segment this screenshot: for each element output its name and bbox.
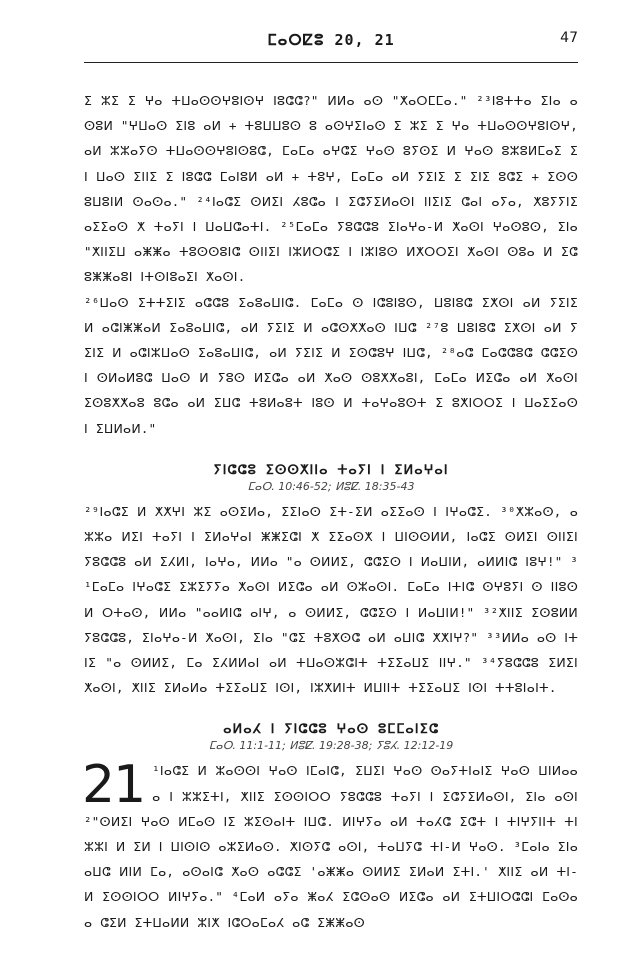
section-reference-healing: ⵎⴰⵔ. 10:46-52; ⵍⵓⵇ. 18:35-43 — [247, 479, 415, 493]
chapter-number: 21 — [82, 755, 145, 816]
paragraph-4: ¹ⵏⴰⵛⵉ ⵍ ⵣⴰⵙⵙⵏ ⵖⴰⵙ ⵏⵎⴰⵏⵛ, ⵉⵡⵉⵏ ⵖⴰⵙ ⵙⴰⵢⵜⵏⴰⵏⵉ ⵖⴰⵙ ⵡⵏⵍⴰⴰⴰ ⵏ ⵣⵣⵉⵜⵏ, ⵅⵏⵏⵉ ⵉⵙⵙⵏⵔⵔ ⵢⵓⵛⵛⵓ ⵜⴰⵢⵏ ⵏ ⵉⵛⵢⵉⵍⴰⵙⵏ, ⵉⵏⴰ ⴰⵙⵏ ²"ⵙⵍⵉⵏ ⵖⴰⵙ ⵍⵎⴰⵙ ⵏⵉ ⵣⵉⵙⴰⵏⵜ ⵏⵡⵛ. ⵍⵏⵖⵢⴰ ⴰⵍ ⵜⴰⵃⵛ ⵉⵛⵜ ⵏ ⵜⵏⵖⵢⵏⵏⵜ ⵜⵏⵣⵣⵏ ⵍ ⵉⵍ ⵏ ⵡⵏⵙⵏⵙ ⴰⵣⵉⵍⴰⵙ. ⵅⵏⵙⵢⵛ ⴰⵙⵏ, ⵜⴰⵡⵢⵛ ⵜⵏ-ⵍ ⵖⴰⵙ. ³ⵎⴰⵏⴰ ⵉⵏⴰ ⴰⵡⵛ ⵍⵏⵍ ⵎⴰ, ⴰⵙⴰⵏⵛ ⵅⴰⵙ ⴰⵛⵛⵉ 'ⴰⵥⵥⴰ ⵙⵍⵍⵉ ⵉⵍⴰⵍ ⵉⵜⵏ.' ⵅⵏⵏⵉ ⴰⵍ ⵜⵏ-ⵍ ⵉⵙⵙⵏⵔⵔ ⵍⵏⵖⵢⴰ." ⁴ⵎⴰⵍ ⴰⵢⴰ ⵥⴰⵃ ⵉⵛⵙⴰⵙ ⵍⵉⵛⴰ ⴰⵍ ⵉⵜⵡⵏⵔⵛⵛⵏ ⵎⴰⵙⴰⴰ ⵛⵉⵍ ⵉⵜⵡⴰⵍⵍ ⵣⵏⵅ ⵏⵛⵔⴰⵎⴰⵃ ⴰⵛ ⵉⵥⵥⴰⵙ — [84, 763, 578, 930]
section-reference-entry: ⵎⴰⵔ. 11:1-11; ⵍⵓⵇ. 19:28-38; ⵢⵓⵃ. 12:12-19 — [208, 739, 454, 753]
page-number: 47 — [560, 30, 578, 46]
chapter-block — [82, 755, 578, 934]
paragraph-2: ²⁶ⵡⴰⵙ ⵉⵜⵜⵉⵏⵉ ⴰⵛⵛⵓ ⵉⴰⵓⴰⵡⵏⵛ. ⵎⴰⵎⴰ ⵙ ⵏⵛⵓⵏⵓⵙ, ⵡⵓⵏⵓⵛ ⵉⵅⵙⵏ ⴰⵍ ⵢⵉⵏⵉ ⵍ ⴰⵛⵏⵥⵥⴰⵍ ⵉⴰⵓⴰⵡⵏⵛ, ⴰⵍ ⵢⵉⵏⵉ ⵍ ⴰⵛⵙⵅⵅⴰⵙ ⵏⵡⵛ ²⁷ⵓ ⵡⵓⵏⵓⵛ ⵉⵅⵙⵏ ⴰⵍ ⵢⵉⵏⵉ ⵍ ⴰⵛⵏⵣⵡⴰⵙ ⵉⴰⵓⴰⵡⵏⵛ, ⴰⵍ ⵢⵉⵏⵉ ⵍ ⵉⵙⵛⵓⵖ ⵏⵡⵛ, ²⁸ⴰⵛ ⵎⴰⵛⵛⵓⵛ ⵛⵛⵉⵙ ⵏ ⵙⵍⴰⵍⵓⵛ ⵡⴰⵙ ⵍ ⵢⵓⵙ ⵍⵉⵛⴰ ⴰⵍ ⵅⴰⵙ ⵙⵓⵅⵅⴰⵓⵏ, ⵎⴰⵎⴰ ⵍⵉⵛⴰ ⴰⵍ ⵅⴰⵙⵏ ⵉⵙⵓⵅⵅⴰⵓ ⵓⵛⴰ ⴰⵍ ⵉⵡⵛ ⵜⵓⵍⴰⵓⵜ ⵏⵓⵙ ⵍ ⵜⴰⵖⴰⵓⵙⵜ ⵉ ⵓⵅⵏⵔⵔⵉ ⵏ ⵡⴰⵉⵉⴰⵙ ⵏ ⵉⵡⵍⴰⵍ." — [84, 294, 578, 436]
running-head: ⵎⴰⵔⵇⵓ 20, 21 — [267, 31, 395, 49]
paragraph-3: ²⁹ⵏⴰⵛⵉ ⵍ ⵅⵅⵖⵏ ⵣⵉ ⴰⵙⵉⵍⴰ, ⵉⵉⵏⴰⵙ ⵉⵜ-ⵉⵍ ⴰⵉⵉⴰⵙ ⵏ ⵏⵖⴰⵛⵉ. ³⁰ⵅⵣⴰⵙ, ⴰⵣⵣⴰ ⵍⵉⵏ ⵜⴰⵢⵏ ⵏ ⵉⵍⴰⵖⴰⵏ ⵥⵥⵉⵛⵏ ⵅ ⵉⵉⴰⵙⵅ ⵏ ⵡⵏⵙⵙⵍⵍ, ⵏⴰⵛⵉ ⵙⵍⵉⵏ ⵙⵏⵏⵉⵏ ⵢⵓⵛⵛⵓ ⴰⵍ ⵉⵃⵍⵏ, ⵏⴰⵖⴰ, ⵍⵍⴰ "ⴰ ⵙⵍⵍⵉ, ⵛⵛⵉⵙ ⵏ ⵍⴰⵡⵏⵍ, ⴰⵍⵍⵏⵛ ⵏⵓⵖ!" ³¹ⵎⴰⵎⴰ ⵏⵖⴰⵛⵉ ⵉⵣⵉⵢⵢⴰ ⵅⴰⵙⵏ ⵍⵉⵛⴰ ⴰⵍ ⵙⵣⴰⵙⵏ. ⵎⴰⵎⴰ ⵏⵜⵏⵛ ⵙⵖⵓⵢⵏ ⵙ ⵏⵏⵓⵙⵍ ⵔⵜⴰⵙ, ⵍⵍⴰ "ⴰⴰⵍⵏⵛ ⴰⵏⵖ, ⴰ ⵙⵍⵍⵉ, ⵛⵛⵉⵙ ⵏ ⵍⴰⵡⵏⵍ!" ³²ⵅⵏⵏⵉ ⵉⵙⵓⵍⵍ ⵢⵓⵛⵛⵓ, ⵉⵏⴰⵖⴰ-ⵍ ⵅⴰⵙⵏ, ⵉⵏⴰ "ⵛⵉ ⵜⵓⵅⵙⵛ ⴰⵍ ⴰⵡⵏⵛ ⵅⵅⵏⵖ?" ³³ⵍⵍⴰ ⴰⵙ ⵏⵜⵏⵉ "ⴰ ⵙⵍⵍⵉ, ⵎⴰ ⵉⵃⵍⵍⴰⵏ ⴰⵍ ⵜⵡⴰⵙⵣⵛⵏⵜ ⵜⵉⵉⴰⵡⵉ ⵏⵏⵖ." ³⁴ⵢⵓⵛⵛⵓ ⵉⵍⵉⵏ ⵅⴰⵙⵏ, ⵅⵏⵏⵉ ⵉⵍⴰⵍⴰ ⵜⵉⵉⴰⵡⵉ ⵏⵙⵏ, ⵏⵣⵅⵍⵏⵜ ⵍⵡⵏⵏⵜ ⵜⵉⵉⴰⵡⵉ ⵏⵙⵏ ⵜⵜⵓⵏⴰⵏⵜ. — [84, 503, 578, 696]
header-rule — [84, 62, 578, 63]
section-heading-entry: ⴰⵍⴰⵃ ⵏ ⵢⵏⵛⵛⵓ ⵖⴰⵙ ⵓⵎⵎⴰⵏⵉⵛ — [223, 722, 439, 738]
paragraph-1: ⵉ ⵣⵉ ⵉ ⵖⴰ ⵜⵡⴰⵙⵙⵖⵓⵏⵙⵖ ⵏⵓⵛⵛ?" ⵍⵍⴰ ⴰⵙ "ⵅⴰⵔⵎⵎⴰ." ²³ⵏⵓⵜⵜⴰ ⵉⵏⴰ ⴰⵙⵓⵍ "ⵖⵡⴰⵙ ⵉⵏⵓ ⴰⵍ + ⵜⵓⵡⵡⵓⵙ ⵓ ⴰⵙⵖⵉⵏⴰⵙ ⵉ ⵣⵉ ⵉ ⵖⴰ ⵜⵡⴰⵙⵙⵖⵓⵏⵙⵖ, ⴰⵍ ⵣⵣⴰⵢⵙ ⵜⵡⴰⵙⵙⵖⵓⵏⵙⵓⵛ, ⵎⴰⵎⴰ ⴰⵖⵛⵉ ⵖⴰⵙ ⵓⵢⵙⵉ ⵍ ⵖⴰⵙ ⵓⵣⵓⵍⵎⴰⵉ ⵉⵏ ⵡⴰⵙ ⵉⵏⵏⵉ ⵉ ⵏⵓⵛⵛ ⵎⴰⵏⵓⵍ ⴰⵍ + ⵜⵓⵖ, ⵎⴰⵎⴰ ⴰⵍ ⵢⵉⵏⵉ ⵉ ⵉⵏⵉ ⵓⵛⵉ + ⵉⵙⵙⵓⵡⵓⵏⵍ ⵙⴰⵙⴰ." ²⁴ⵏⴰⵛⵉ ⵙⵍⵉⵏ ⵃⵓⵛⴰ ⵏ ⵉⵛⵢⵉⵍⴰⵙⵏ ⵏⵏⵉⵏⵉ ⵛⴰⵏ ⴰⵢⴰ, ⵅⵓⵢⵢⵏⵉ ⴰⵉⵉⴰⵙ ⵅ ⵜⴰⵢⵏ ⵏ ⵡⴰⵡⵛⴰⵜⵏ. ²⁵ⵎⴰⵎⴰ ⵢⵓⵛⵛⵓ ⵉⵏⴰⵖⴰ-ⵍ ⵅⴰⵙⵏ ⵖⴰⵙⵓⵙ, ⵉⵏⴰ "ⵅⵏⵏⵉⵡ ⴰⵥⵥⴰ ⵜⵓⵙⵙⵓⵏⵛ ⵙⵏⵏⵉⵏ ⵏⵣⵍⵔⵛⵉ ⵏ ⵏⵣⵏⵓⵙ ⵍⵅⵔⵔⵉⵏ ⵅⴰⵙⵏ ⵙⵓⴰ ⵍ ⵉⵛⵓⵥⵥⴰⵓⵏ ⵏⵜⵙⵏⵓⴰⵉⵏ ⵅⴰⵙⵏ. — [84, 93, 578, 285]
page-header — [84, 26, 578, 54]
page-content — [84, 88, 578, 935]
section-heading-healing: ⵢⵏⵛⵛⵓ ⵉⵙⵙⵅⵏⵏⴰ ⵜⴰⵢⵏ ⵏ ⵉⵍⴰⵖⴰⵏ — [213, 462, 449, 478]
